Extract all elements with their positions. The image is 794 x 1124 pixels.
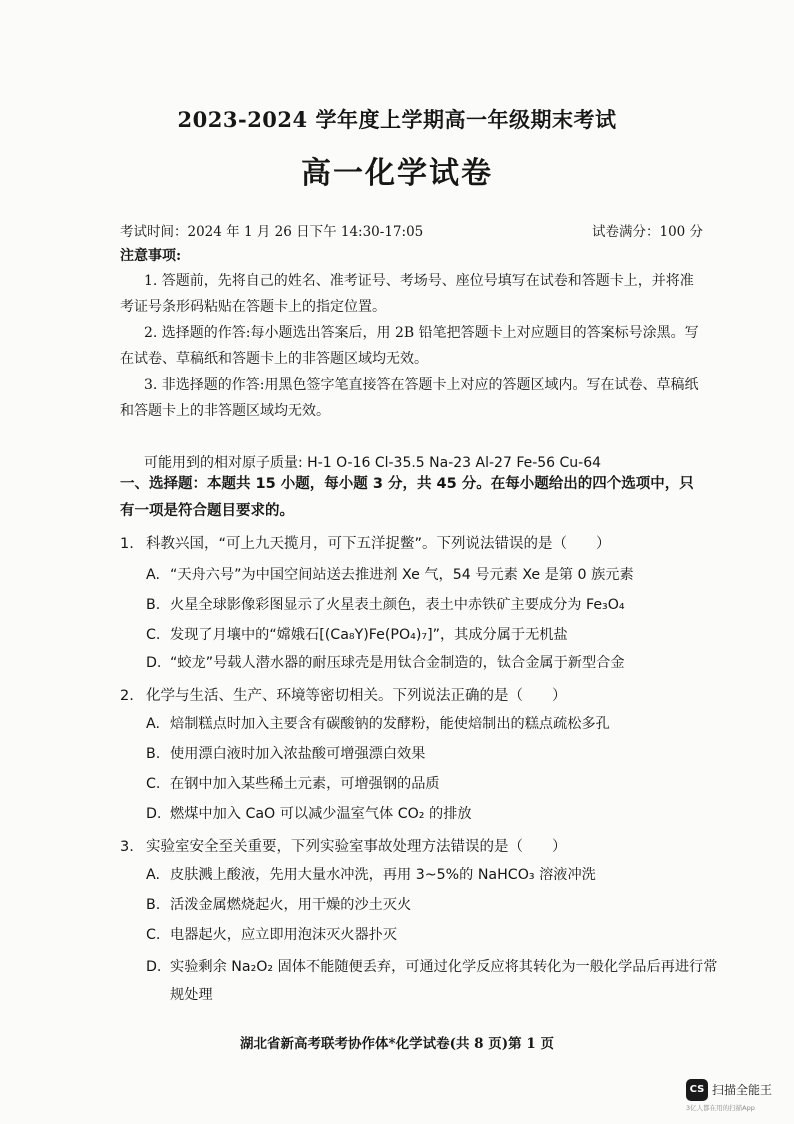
question-number: 1. bbox=[120, 536, 134, 552]
notes-heading: 注意事项: bbox=[120, 248, 182, 264]
option-letter: C. bbox=[146, 927, 161, 943]
note-line: 和答题卡上的非答题区域均无效。 bbox=[120, 403, 330, 419]
option-text: “天舟六号”为中国空间站送去推进剂 Xe 气，54 号元素 Xe 是第 0 族元素 bbox=[170, 567, 634, 583]
question-1 bbox=[120, 532, 611, 553]
option-letter: D. bbox=[146, 959, 162, 975]
option-text: 电器起火，应立即用泡沫灭火器扑灭 bbox=[170, 927, 398, 943]
option-letter: C. bbox=[146, 627, 161, 643]
option-text: 燃煤中加入 CaO 可以减少温室气体 CO₂ 的排放 bbox=[170, 806, 472, 822]
section-heading: 一、选择题：本题共 15 小题，每小题 3 分，共 45 分。在每小题给出的四个选项中，只有一项是符合题目要求的。 bbox=[120, 476, 694, 519]
option-letter: D. bbox=[146, 806, 162, 822]
option-text: 发现了月壤中的“嫦娥石[(Ca₈Y)Fe(PO₄)₇]”，其成分属于无机盐 bbox=[170, 627, 568, 643]
paper-title: 高一化学试卷 bbox=[301, 156, 493, 191]
option-text: “蛟龙”号载人潜水器的耐压球壳是用钛合金制造的，钛合金属于新型合金 bbox=[170, 655, 625, 671]
scanner-logo-icon: CS bbox=[686, 1079, 708, 1101]
option-letter: D. bbox=[146, 655, 162, 671]
option-c bbox=[146, 624, 568, 644]
option-d-continued bbox=[170, 984, 213, 1004]
option-text: 火星全球影像彩图显示了火星表土颜色，表土中赤铁矿主要成分为 Fe₃O₄ bbox=[170, 597, 625, 613]
note-line: 1. 答题前，先将自己的姓名、准考证号、考场号、座位号填写在试卷和答题卡上，并将准 bbox=[144, 273, 694, 289]
scanner-watermark bbox=[686, 1079, 786, 1115]
note-line: 2. 选择题的作答:每小题选出答案后，用 2B 铅笔把答题卡上对应题目的答案标号涂黑。写 bbox=[144, 325, 699, 341]
question-number: 3. bbox=[120, 839, 134, 855]
option-text: 在钢中加入某些稀土元素，可增强钢的品质 bbox=[170, 776, 440, 792]
option-letter: A. bbox=[146, 867, 160, 883]
option-a bbox=[146, 864, 596, 884]
option-d bbox=[146, 803, 472, 823]
exam-time: 考试时间：2024 年 1 月 26 日下午 14:30-17:05 bbox=[120, 224, 424, 240]
question-stem: 实验室安全至关重要，下列实验室事故处理方法错误的是（ ） bbox=[146, 839, 567, 855]
option-b bbox=[146, 743, 425, 763]
option-c bbox=[146, 773, 440, 793]
option-letter: A. bbox=[146, 716, 160, 732]
option-a bbox=[146, 713, 610, 733]
option-d bbox=[146, 956, 717, 976]
option-text: 焙制糕点时加入主要含有碳酸钠的发酵粉，能使焙制出的糕点疏松多孔 bbox=[170, 716, 610, 732]
option-letter: C. bbox=[146, 776, 161, 792]
option-text: 使用漂白液时加入浓盐酸可增强漂白效果 bbox=[170, 746, 426, 762]
question-stem: 科教兴国，“可上九天揽月，可下五洋捉鳖”。下列说法错误的是（ ） bbox=[146, 536, 611, 552]
question-stem: 化学与生活、生产、环境等密切相关。下列说法正确的是（ ） bbox=[146, 688, 567, 704]
option-c bbox=[146, 924, 397, 944]
atomic-masses: 可能用到的相对原子质量: H-1 O-16 Cl-35.5 Na-23 Al-27 Fe-56 Cu-64 bbox=[144, 455, 602, 471]
question-3 bbox=[120, 835, 567, 856]
option-text: 皮肤溅上酸液，先用大量水冲洗，再用 3~5%的 NaHCO₃ 溶液冲洗 bbox=[170, 867, 596, 883]
page-footer: 湖北省新高考联考协作体*化学试卷(共 8 页)第 1 页 bbox=[240, 1036, 554, 1052]
option-a bbox=[146, 564, 634, 584]
option-b bbox=[146, 894, 411, 914]
option-letter: A. bbox=[146, 567, 160, 583]
full-score: 试卷满分：100 分 bbox=[592, 224, 704, 240]
option-letter: B. bbox=[146, 597, 161, 613]
exam-title: 2023-2024 学年度上学期高一年级期末考试 bbox=[177, 107, 617, 132]
question-number: 2. bbox=[120, 688, 134, 704]
option-b bbox=[146, 594, 625, 614]
note-line: 3. 非选择题的作答:用黑色签字笔直接答在答题卡上对应的答题区域内。写在试卷、草稿纸 bbox=[144, 377, 699, 393]
option-text: 规处理 bbox=[170, 987, 213, 1003]
scanner-tagline: 3亿人都在用的扫描App bbox=[686, 1104, 755, 1112]
option-letter: B. bbox=[146, 746, 161, 762]
scanner-app-name: 扫描全能王 bbox=[712, 1083, 773, 1097]
option-letter: B. bbox=[146, 897, 161, 913]
note-line: 考证号条形码粘贴在答题卡上的指定位置。 bbox=[120, 299, 386, 315]
option-text: 实验剩余 Na₂O₂ 固体不能随便丢弃，可通过化学反应将其转化为一般化学品后再进行常 bbox=[170, 959, 718, 975]
question-2 bbox=[120, 684, 567, 705]
note-line: 在试卷、草稿纸和答题卡上的非答题区域均无效。 bbox=[120, 351, 428, 367]
option-text: 活泼金属燃烧起火，用干燥的沙土灭火 bbox=[170, 897, 412, 913]
option-d bbox=[146, 652, 625, 672]
